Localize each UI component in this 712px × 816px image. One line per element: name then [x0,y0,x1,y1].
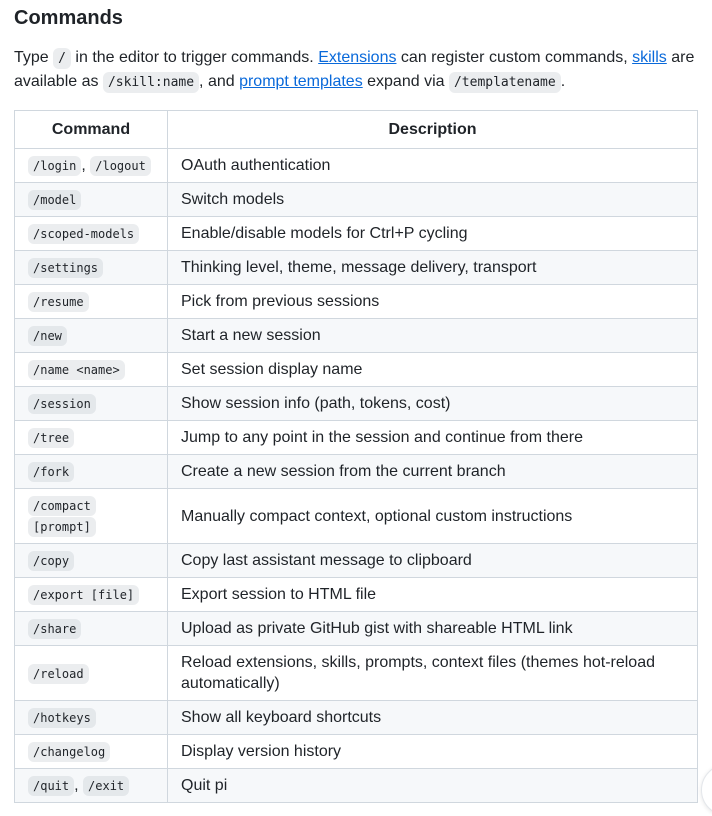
command-cell [15,612,168,646]
command-code: /name <name> [28,360,125,380]
table-row [15,319,698,353]
command-code: /fork [28,462,74,482]
command-cell [15,646,168,701]
description-cell: Export session to HTML file [168,578,698,612]
command-cell [15,217,168,251]
table-row [15,735,698,769]
description-column-header: Description [168,111,698,149]
description-cell: Reload extensions, skills, prompts, context files (themes hot-reload automatically) [168,646,698,701]
command-code: /share [28,619,81,639]
intro-text: in the editor to trigger commands. [70,49,319,66]
commands-table [14,110,698,803]
description-cell: Set session display name [168,353,698,387]
intro-text: . [560,73,566,90]
command-code: /scoped-models [28,224,139,244]
inline-code: / [53,48,71,69]
table-row [15,701,698,735]
table-row [15,578,698,612]
command-cell [15,735,168,769]
intro-text: Type [14,49,54,66]
description-cell: Copy last assistant message to clipboard [168,544,698,578]
command-cell [15,489,168,544]
description-cell: Jump to any point in the session and continue from there [168,421,698,455]
description-cell: Start a new session [168,319,698,353]
table-row [15,544,698,578]
table-row [15,421,698,455]
command-code: [prompt] [28,517,96,537]
table-row [15,149,698,183]
command-code: /reload [28,664,89,684]
command-code: /tree [28,428,74,448]
description-cell: Show session info (path, tokens, cost) [168,387,698,421]
command-cell [15,387,168,421]
page-title: Commands [14,7,123,29]
command-code: /quit [28,776,74,796]
command-cell: /quit , /exit [15,769,168,803]
description-cell: Upload as private GitHub gist with shareable HTML link [168,612,698,646]
intro-text: are available as [14,49,695,90]
header-row [15,111,698,149]
command-code: /logout [90,156,151,176]
command-code: /model [28,190,81,210]
table-row [15,769,698,803]
intro-text: , and [199,73,240,90]
command-cell [15,319,168,353]
command-code: /settings [28,258,103,278]
table-row [15,612,698,646]
commands-table-head [15,111,698,149]
command-cell [15,421,168,455]
command-code: /hotkeys [28,708,96,728]
command-cell [15,183,168,217]
description-cell: Quit pi [168,769,698,803]
command-code: /new [28,326,67,346]
table-row [15,353,698,387]
command-cell [15,701,168,735]
command-cell: /login , /logout [15,149,168,183]
table-row [15,285,698,319]
command-code: /compact [28,496,96,516]
command-column-header: Command [15,111,168,149]
description-cell: Manually compact context, optional custom instructions [168,489,698,544]
description-cell: Show all keyboard shortcuts [168,701,698,735]
command-code: /resume [28,292,89,312]
command-cell [15,251,168,285]
description-cell: Enable/disable models for Ctrl+P cycling [168,217,698,251]
link-prompt-templates[interactable]: prompt templates [239,73,363,90]
table-row [15,387,698,421]
intro-text: can register custom commands, [396,49,633,66]
table-row [15,646,698,701]
table-row [15,183,698,217]
command-cell [15,353,168,387]
inline-code: /skill:name [103,72,199,93]
description-cell: Switch models [168,183,698,217]
command-code: /export [file] [28,585,139,605]
description-cell: OAuth authentication [168,149,698,183]
command-code: /login [28,156,81,176]
intro-paragraph [14,46,698,94]
intro-text: expand via [362,73,449,90]
description-cell: Thinking level, theme, message delivery, transport [168,251,698,285]
table-row [15,251,698,285]
command-cell [15,578,168,612]
description-cell: Pick from previous sessions [168,285,698,319]
command-code: /copy [28,551,74,571]
table-row [15,489,698,544]
table-row [15,217,698,251]
link-skills[interactable]: skills [632,49,667,66]
command-code: /exit [83,776,129,796]
command-cell [15,285,168,319]
description-cell: Display version history [168,735,698,769]
command-cell [15,455,168,489]
link-extensions[interactable]: Extensions [318,49,397,66]
command-cell [15,544,168,578]
commands-table-body [15,149,698,803]
table-row [15,455,698,489]
command-code: /changelog [28,742,110,762]
inline-code: /templatename [449,72,561,93]
command-code: /session [28,394,96,414]
description-cell: Create a new session from the current branch [168,455,698,489]
